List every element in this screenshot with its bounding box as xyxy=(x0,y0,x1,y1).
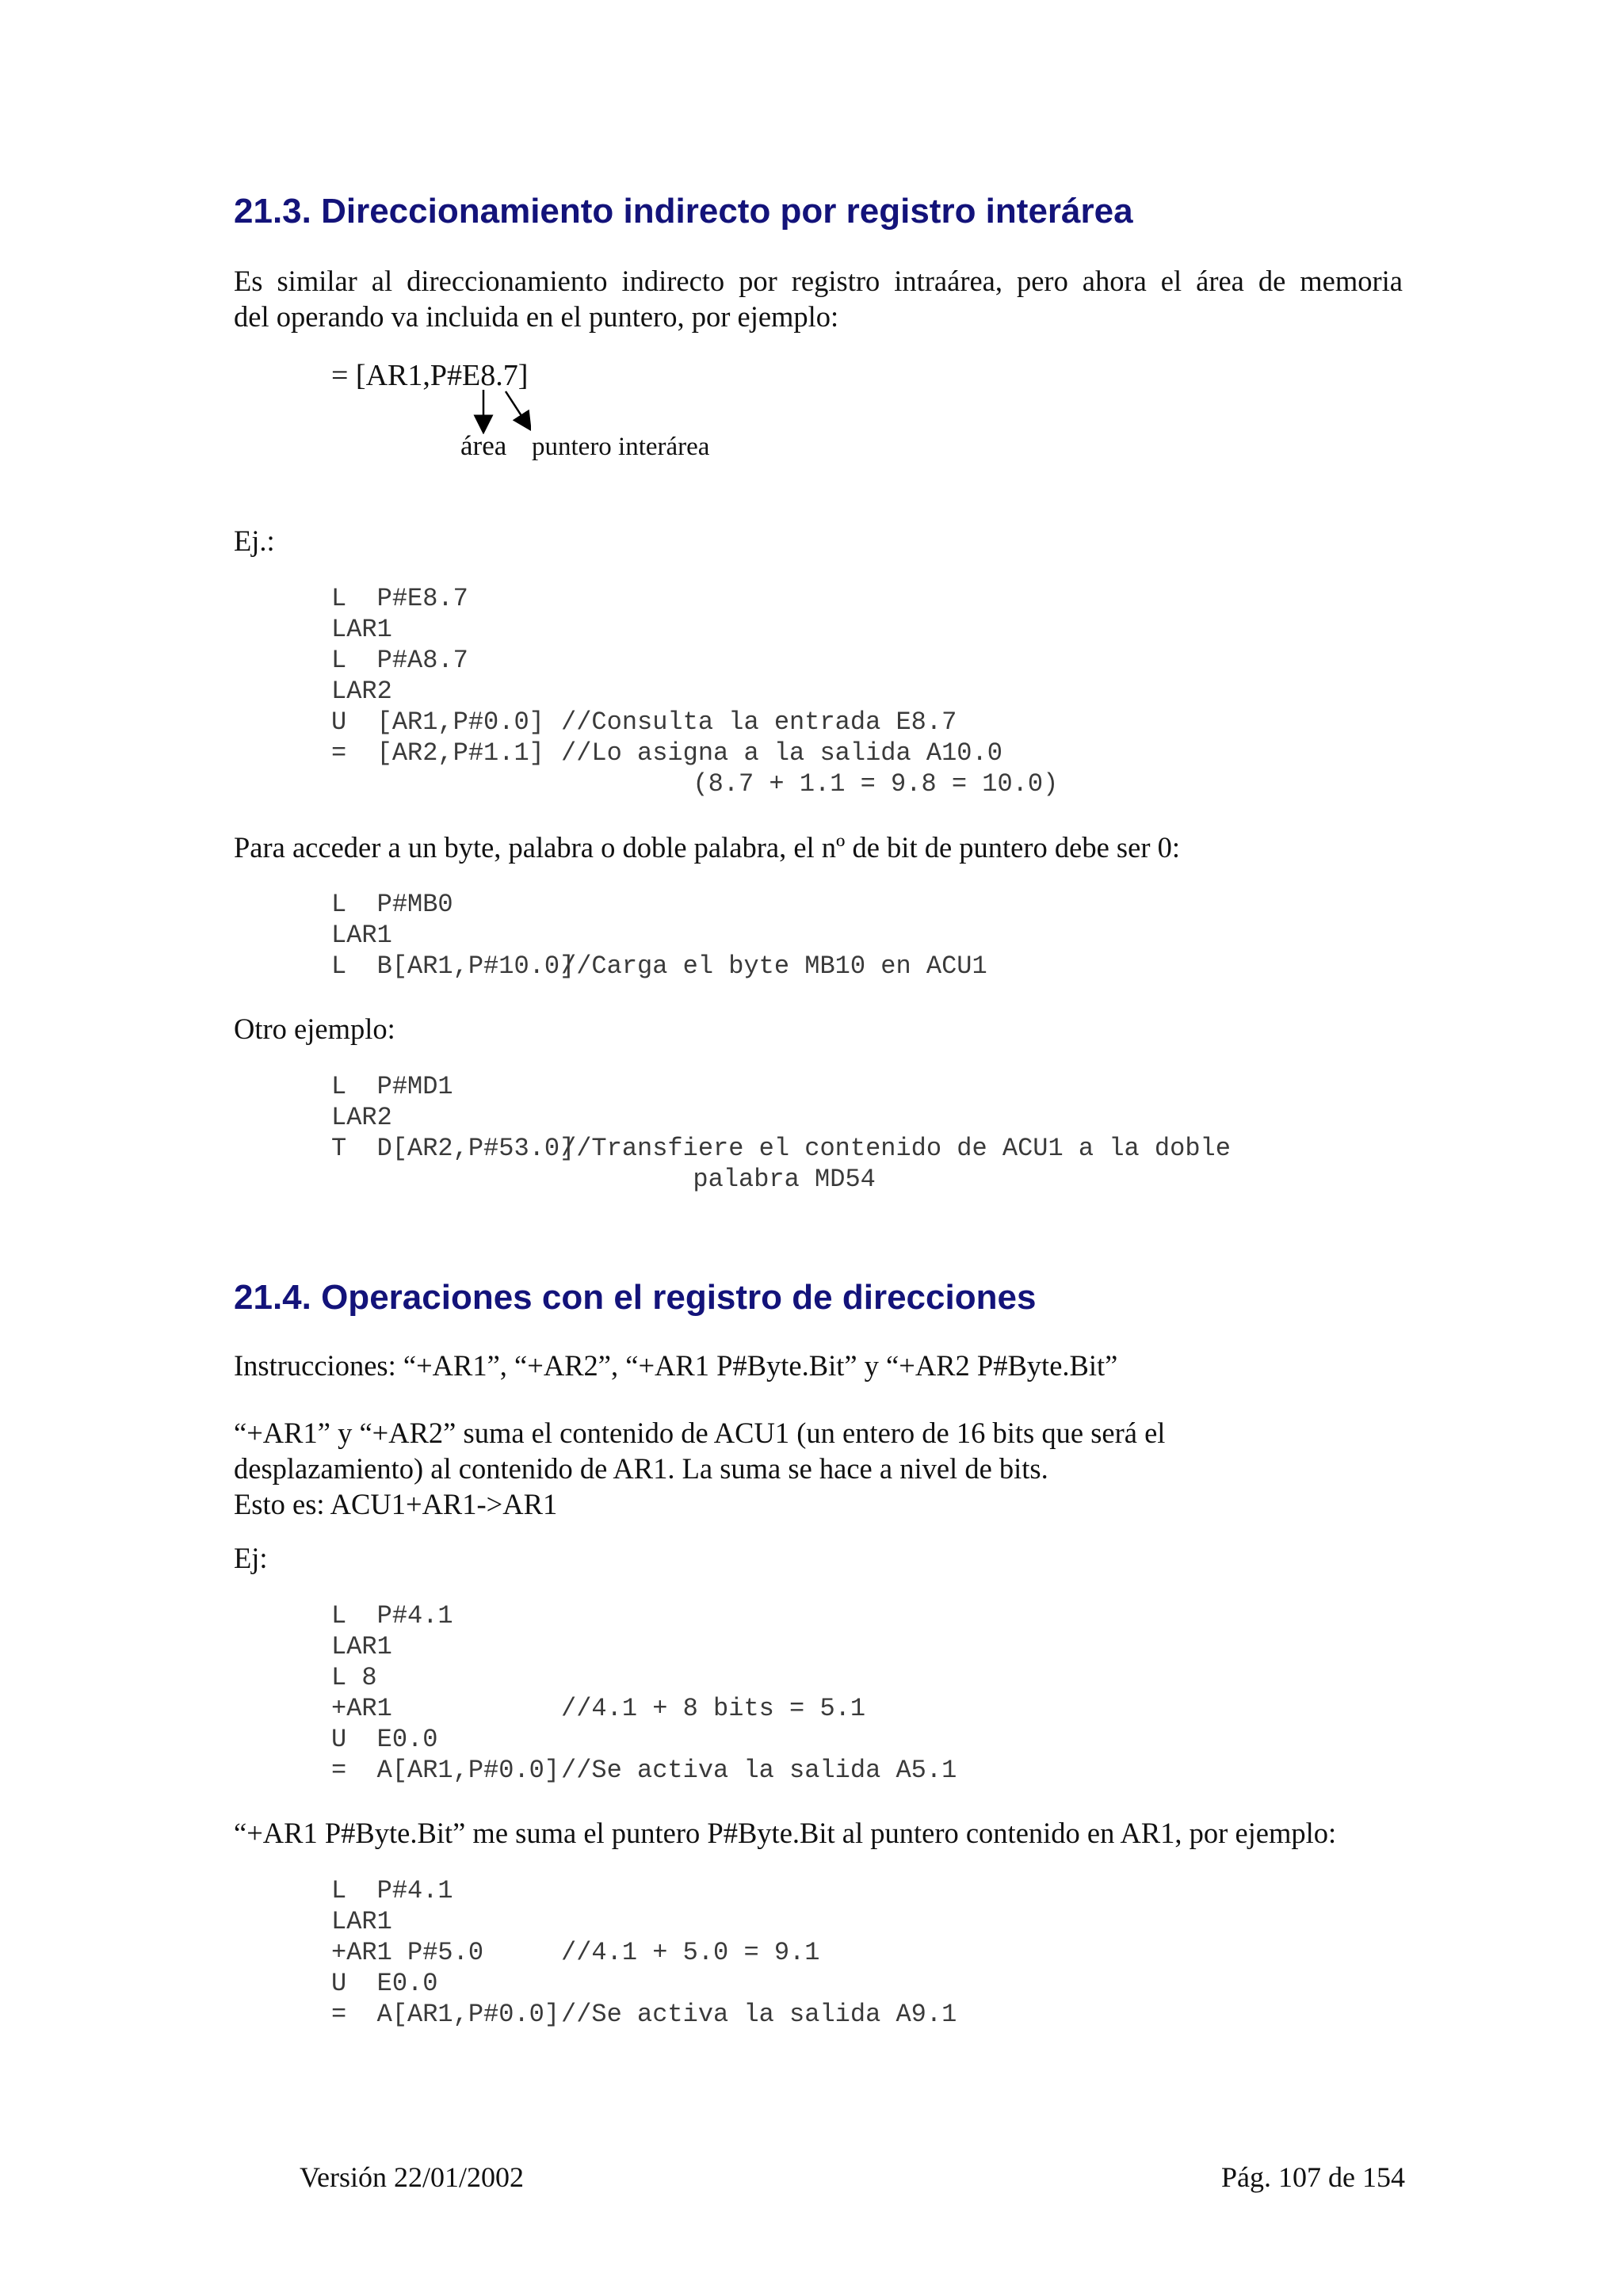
example-code-block xyxy=(331,583,1058,799)
code-line: = A[AR1,P#0.0]//Se activa la salida A5.1 xyxy=(331,1756,957,1785)
code-line: L P#E8.7 xyxy=(331,584,468,613)
annotation-pointer-label: puntero interárea xyxy=(532,433,710,461)
code-line: U E0.0 xyxy=(331,1969,438,1998)
example-label: Ej.: xyxy=(234,524,275,557)
annotation-area-label: área xyxy=(460,430,507,461)
section-title-21-4: 21.4. Operaciones con el registro de direcciones xyxy=(234,1278,1037,1317)
pointer-formula: = [AR1,P#E8.7] xyxy=(331,359,529,392)
description-line-3: Esto es: ACU1+AR1->AR1 xyxy=(234,1488,558,1520)
instructions-paragraph: Instrucciones: “+AR1”, “+AR2”, “+AR1 P#Byte.Bit” y “+AR2 P#Byte.Bit” xyxy=(234,1349,1118,1382)
pointer-add-paragraph: “+AR1 P#Byte.Bit” me suma el puntero P#Byte.Bit al puntero contenido en AR1, por ejemplo: xyxy=(234,1817,1337,1849)
ar1-code-block xyxy=(331,1600,957,1786)
code-line-continuation: palabra MD54 xyxy=(663,1165,876,1194)
code-line: U [AR1,P#0.0] //Consulta la entrada E8.7 xyxy=(331,707,957,737)
code-line: = [AR2,P#1.1] //Lo asigna a la salida A10.0 xyxy=(331,738,1002,768)
intro-line-1: Es similar al direccionamiento indirecto por registro intraárea, pero ahora el área de memoria xyxy=(234,265,1403,297)
byte-code-block xyxy=(331,889,987,982)
code-line: = A[AR1,P#0.0]//Se activa la salida A9.1 xyxy=(331,2000,957,2029)
code-line: T D[AR2,P#53.0]//Transfiere el contenido de ACU1 a la doble xyxy=(331,1134,1231,1163)
code-line-continuation: (8.7 + 1.1 = 9.8 = 10.0) xyxy=(663,769,1059,799)
code-line: LAR1 xyxy=(331,615,392,644)
other-example-label: Otro ejemplo: xyxy=(234,1013,395,1045)
code-line: L P#4.1 xyxy=(331,1876,453,1905)
description-line-2: desplazamiento) al contenido de AR1. La suma se hace a nivel de bits. xyxy=(234,1452,1048,1485)
footer-version: Versión 22/01/2002 xyxy=(300,2161,524,2193)
other-code-block xyxy=(331,1071,1231,1195)
example-label-2: Ej: xyxy=(234,1542,268,1574)
section-title-21-3: 21.3. Direccionamiento indirecto por registro interárea xyxy=(234,192,1133,231)
code-line: L P#4.1 xyxy=(331,1601,453,1630)
annotation-arrows xyxy=(460,387,531,434)
code-line: +AR1 P#5.0 //4.1 + 5.0 = 9.1 xyxy=(331,1938,820,1967)
intro-paragraph xyxy=(234,263,1403,334)
code-line: LAR1 xyxy=(331,1907,392,1936)
code-line: LAR2 xyxy=(331,677,392,706)
code-line: L P#A8.7 xyxy=(331,646,468,675)
code-line: L 8 xyxy=(331,1663,377,1692)
code-line: +AR1 //4.1 + 8 bits = 5.1 xyxy=(331,1694,866,1723)
description-paragraph xyxy=(234,1415,1165,1522)
byte-access-paragraph: Para acceder a un byte, palabra o doble palabra, el nº de bit de puntero debe ser 0: xyxy=(234,831,1181,864)
code-line: LAR1 xyxy=(331,1632,392,1661)
pointer-arrow xyxy=(506,391,526,423)
code-line: U E0.0 xyxy=(331,1725,438,1754)
description-line-1: “+AR1” y “+AR2” suma el contenido de ACU1 (un entero de 16 bits que será el xyxy=(234,1417,1166,1449)
pointer-code-block xyxy=(331,1875,957,2030)
intro-line-2: del operando va incluida en el puntero, por ejemplo: xyxy=(234,300,839,333)
code-line: L P#MD1 xyxy=(331,1072,453,1101)
code-line: LAR2 xyxy=(331,1103,392,1132)
code-line: LAR1 xyxy=(331,921,392,950)
footer-page-number: Pág. 107 de 154 xyxy=(1221,2161,1405,2193)
code-line: L P#MB0 xyxy=(331,890,453,919)
code-line: L B[AR1,P#10.0]//Carga el byte MB10 en ACU1 xyxy=(331,952,987,981)
